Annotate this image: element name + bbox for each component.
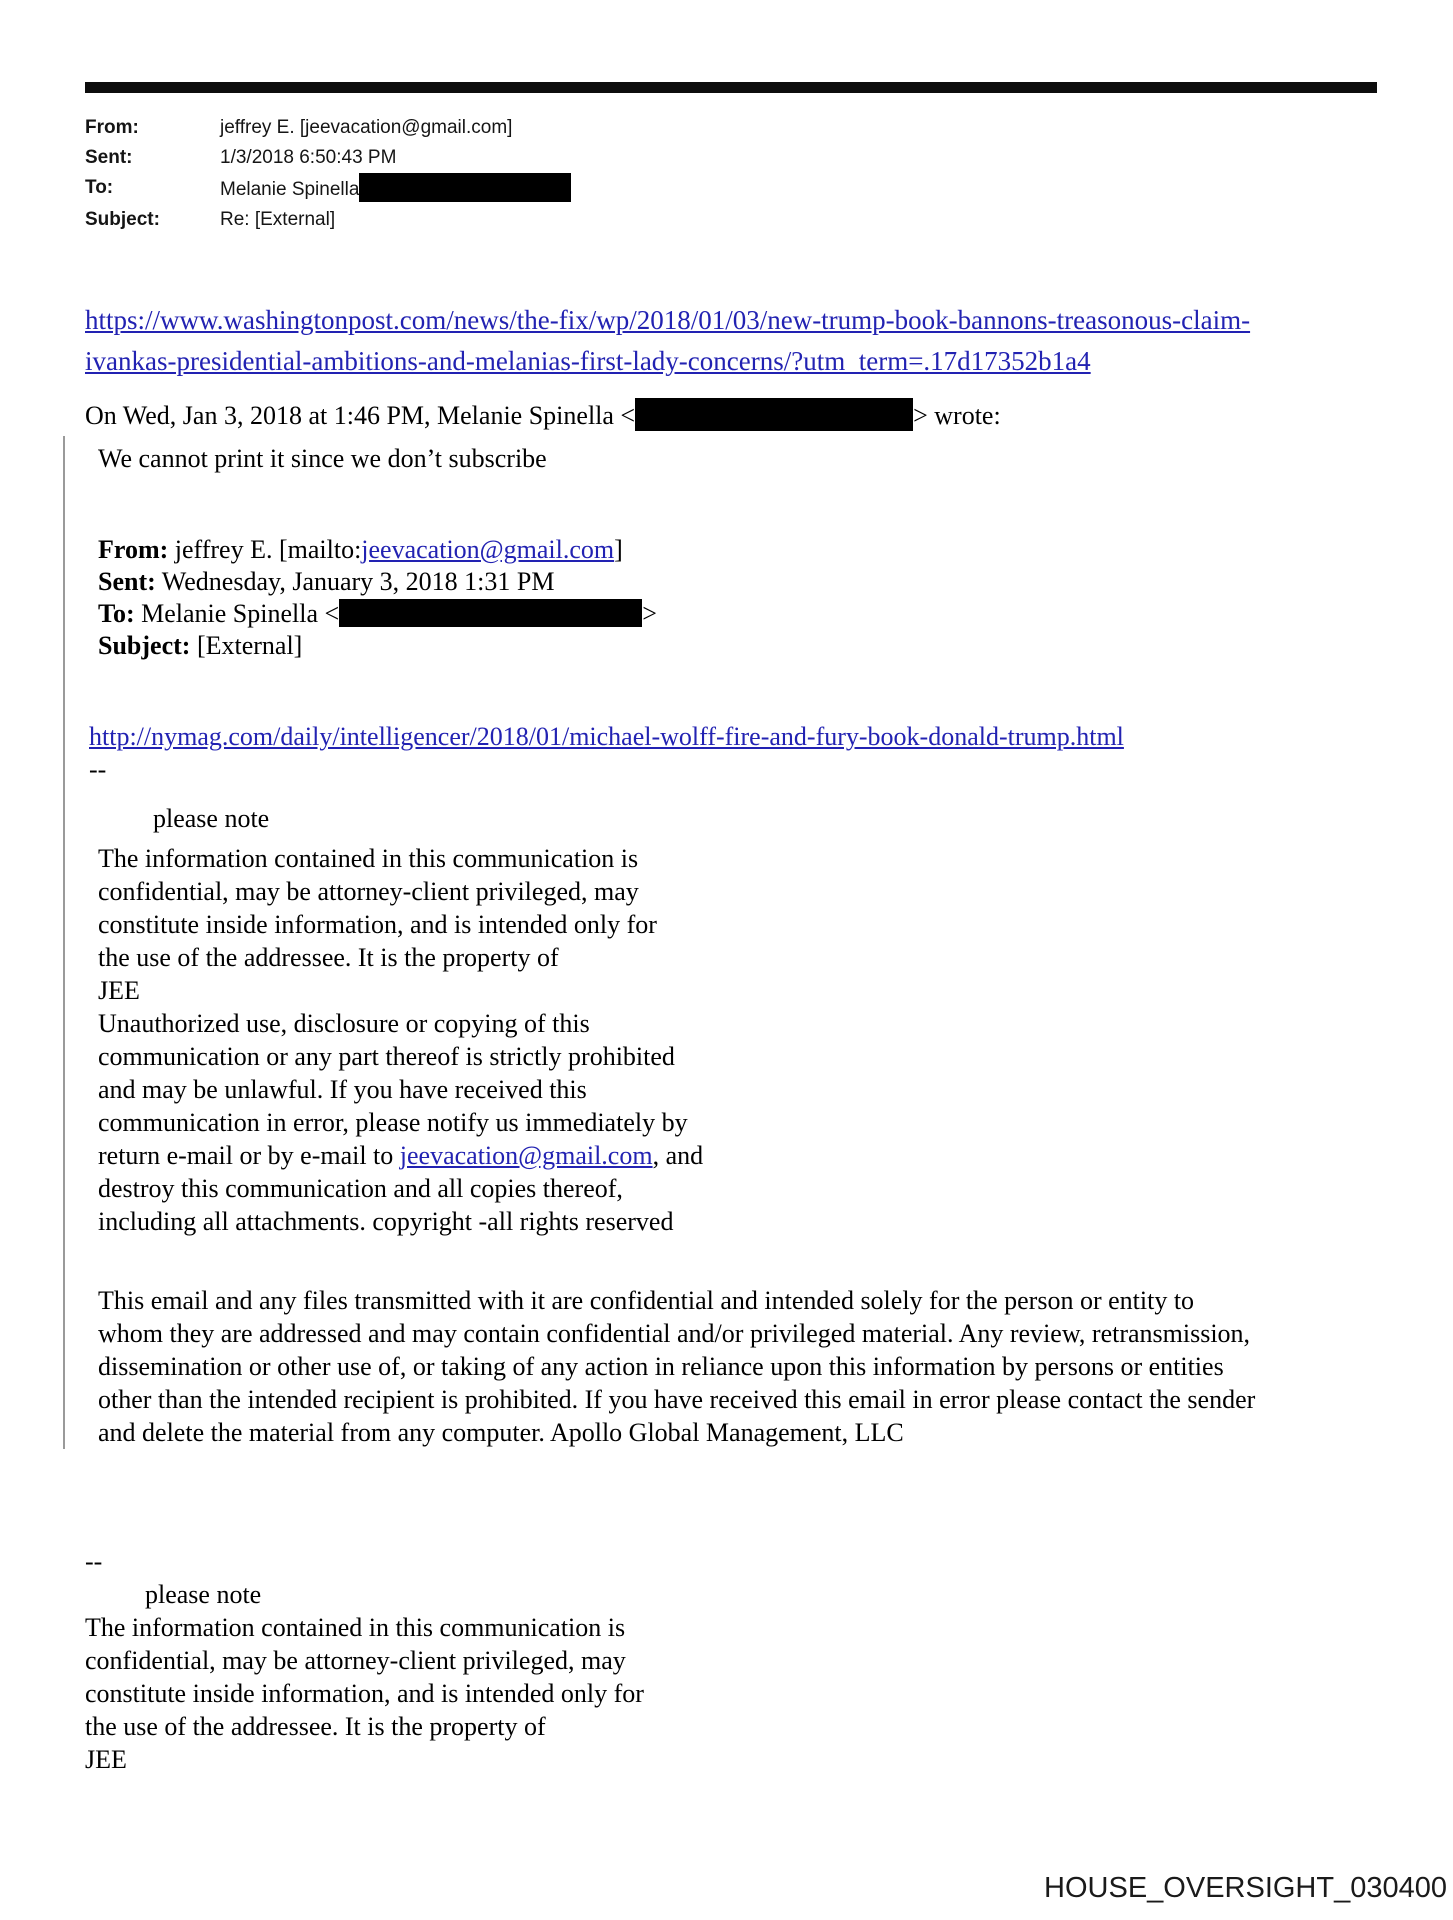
text-line: whom they are addressed and may contain confidential and/or privileged material. Any review, retransmission,	[98, 1319, 1251, 1348]
text-line: constitute inside information, and is intended only for	[98, 910, 657, 939]
nymag-link[interactable]: http://nymag.com/daily/intelligencer/2018/01/michael-wolff-fire-and-fury-book-donald-trump.html	[89, 722, 1124, 751]
signature-block	[85, 1545, 644, 1776]
text-line: the use of the addressee. It is the property of	[98, 943, 559, 972]
header-to-label: To:	[85, 177, 114, 198]
quoted-sent-label: Sent:	[98, 567, 156, 596]
text-line: destroy this communication and all copies thereof,	[98, 1174, 623, 1203]
text-line: The information contained in this communication is	[85, 1613, 626, 1642]
quoted-sent-value: Wednesday, January 3, 2018 1:31 PM	[155, 567, 555, 596]
text-line: and may be unlawful. If you have received this	[98, 1075, 587, 1104]
text-line: This email and any files transmitted with it are confidential and intended solely for the person or entity to	[98, 1286, 1195, 1315]
mailto-link[interactable]: jeevacation@gmail.com	[361, 535, 615, 564]
quoted-to-line	[98, 598, 1443, 630]
quoted-subject-value: [External]	[190, 631, 303, 660]
header-sent-label: Sent:	[85, 147, 133, 168]
quoted-from-line	[98, 534, 1443, 566]
header-to-row	[85, 173, 571, 205]
header-subject-value: Re: [External]	[220, 209, 336, 230]
text-line: constitute inside information, and is intended only for	[85, 1679, 644, 1708]
text-line: confidential, may be attorney-client privileged, may	[98, 877, 639, 906]
please-note-label: please note	[153, 804, 270, 833]
apollo-disclaimer	[98, 1284, 1443, 1449]
text-line: the use of the addressee. It is the property of	[85, 1712, 546, 1741]
reply-intro-line	[85, 398, 1001, 431]
text-line: communication in error, please notify us immediately by	[98, 1108, 688, 1137]
text-line: including all attachments. copyright -all rights reserved	[98, 1207, 674, 1236]
quoted-email-header	[98, 534, 1443, 662]
washingtonpost-link-line2: ivankas-presidential-ambitions-and-melanias-first-lady-concerns/?utm_term=.17d17352b1a4	[85, 346, 1091, 376]
quoted-subject-label: Subject:	[98, 631, 191, 660]
text-line: The information contained in this communication is	[98, 844, 639, 873]
quoted-from-label: From:	[98, 535, 169, 564]
reply-intro-post: > wrote:	[913, 401, 1001, 430]
text-line: dissemination or other use of, or taking of any action in reliance upon this information by persons or entities	[98, 1352, 1224, 1381]
header-subject-label: Subject:	[85, 209, 160, 230]
separator-rule	[85, 82, 1377, 93]
header-from-value: jeffrey E. [jeevacation@gmail.com]	[220, 117, 513, 138]
header-from-label: From:	[85, 117, 139, 138]
signature-disclaimer	[85, 1611, 644, 1776]
quoted-from-post: ]	[614, 535, 623, 564]
header-sent-row	[85, 143, 571, 173]
washingtonpost-link-line1: https://www.washingtonpost.com/news/the-fix/wp/2018/01/03/new-trump-book-bannons-treasonous-claim-	[85, 305, 1251, 335]
text-line: other than the intended recipient is prohibited. If you have received this email in error please contact the sender	[98, 1385, 1256, 1414]
text-line: and delete the material from any computer. Apollo Global Management, LLC	[98, 1418, 904, 1447]
email-link[interactable]: jeevacation@gmail.com	[399, 1141, 653, 1170]
bates-number: HOUSE_OVERSIGHT_030400	[1044, 1872, 1447, 1904]
quoted-sent-line	[98, 566, 1443, 598]
washingtonpost-link[interactable]	[85, 300, 1250, 382]
confidentiality-disclaimer	[98, 842, 1443, 1238]
quoted-email-block	[63, 436, 1443, 1449]
text-line: Unauthorized use, disclosure or copying of this	[98, 1009, 590, 1038]
text-line: JEE	[85, 1745, 127, 1774]
signature-separator: --	[89, 755, 107, 784]
redaction-box	[635, 398, 913, 431]
redaction-box	[339, 599, 642, 627]
quoted-from-pre: jeffrey E. [mailto:	[168, 535, 362, 564]
header-to-value	[220, 173, 571, 205]
header-from-row	[85, 113, 571, 143]
text-line: JEE	[98, 976, 140, 1005]
text-line: communication or any part thereof is strictly prohibited	[98, 1042, 675, 1071]
quoted-to-label: To:	[98, 599, 135, 628]
reply-intro-pre: On Wed, Jan 3, 2018 at 1:46 PM, Melanie Spinella <	[85, 401, 636, 430]
quoted-to-pre: Melanie Spinella <	[134, 599, 340, 628]
header-to-name: Melanie Spinella	[220, 179, 360, 200]
please-note-label: please note	[145, 1580, 262, 1609]
quoted-subject-line	[98, 630, 1443, 662]
signature-separator: --	[85, 1547, 103, 1576]
text-line: confidential, may be attorney-client privileged, may	[85, 1646, 626, 1675]
redaction-box	[359, 173, 571, 202]
reply-message: We cannot print it since we don’t subscribe	[98, 444, 547, 473]
email-header	[85, 113, 571, 235]
quoted-to-post: >	[642, 599, 657, 628]
header-sent-value: 1/3/2018 6:50:43 PM	[220, 147, 397, 168]
text-line: return e-mail or by e-mail to jeevacation@gmail.com, and	[98, 1141, 704, 1170]
header-subject-row	[85, 205, 571, 235]
